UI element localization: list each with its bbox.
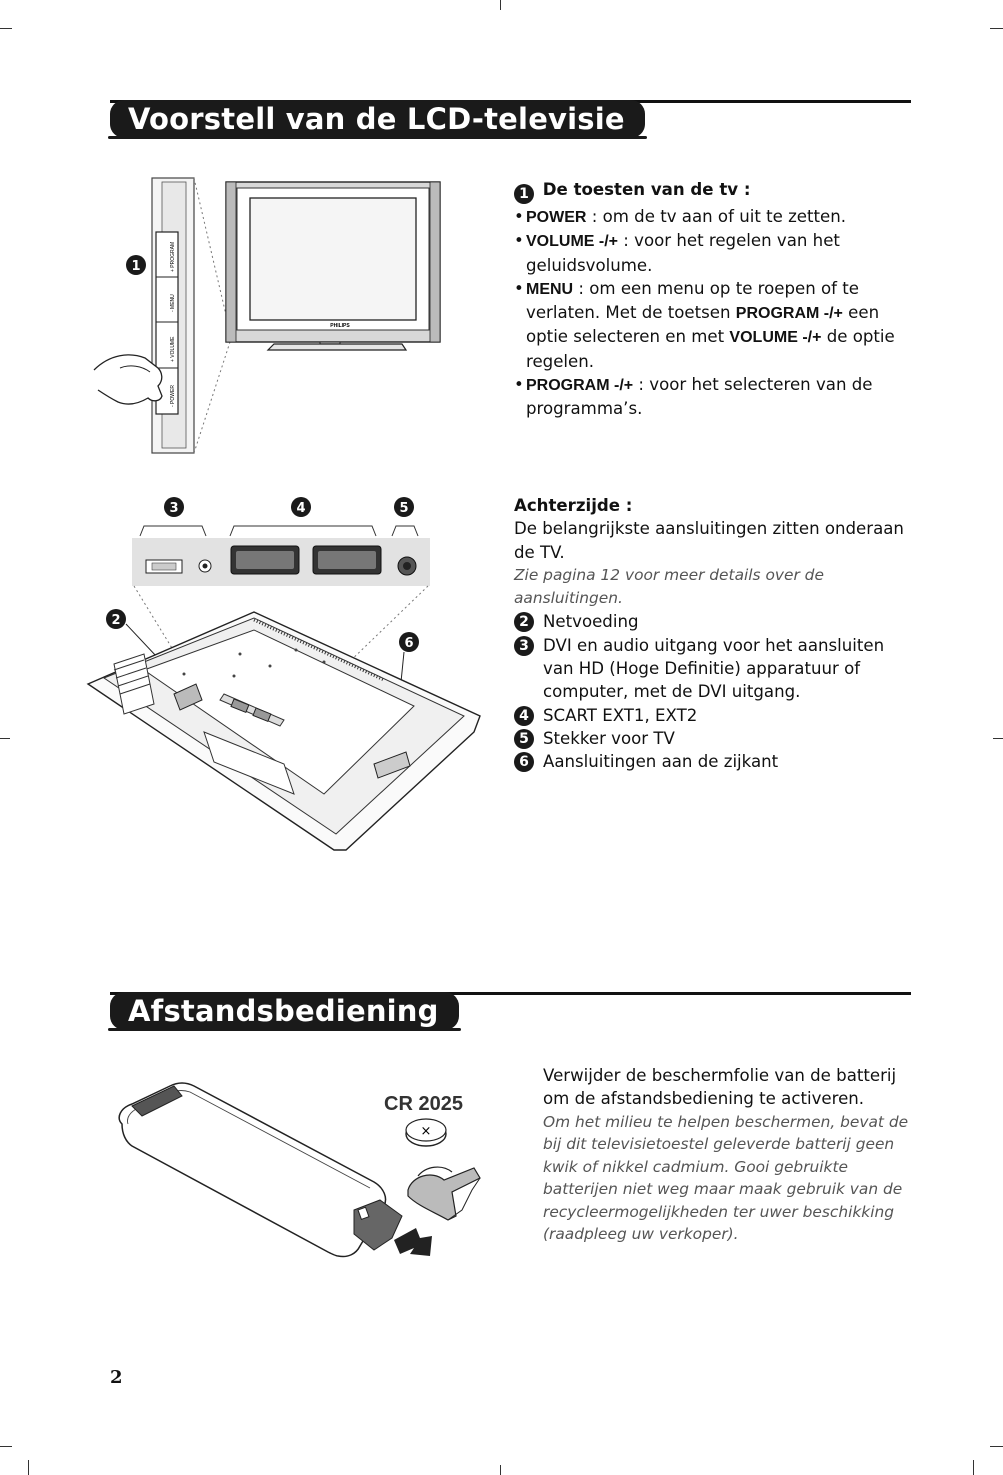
svg-text:2: 2 [111,613,121,628]
back-side-intro: De belangrijkste aansluitingen zitten onderaan de TV. [514,519,904,562]
panel-label-menu: - MENU [170,294,176,312]
crop-mark [990,1446,1003,1447]
section-title: Afstandsbediening [110,992,459,1030]
section-header-lcd [110,100,911,140]
list-item: 6 Aansluitingen aan de zijkant [514,750,914,773]
tv-buttons-heading: De toesten van de tv : [542,180,751,199]
list-item: 2 Netvoeding [514,610,914,633]
remote-battery-illustration [112,1072,492,1267]
crop-mark [973,1460,974,1475]
crop-mark [0,1446,12,1447]
battery-symbol: × [420,1124,432,1139]
back-side-note: Zie pagina 12 voor meer details over de aansluitingen. [514,565,824,608]
svg-text:3: 3 [169,501,179,516]
svg-text:4: 4 [296,501,306,516]
list-item: • PROGRAM -/+ : voor het selecteren van de programma’s. [514,373,914,421]
crop-mark [500,1465,501,1475]
crop-mark [500,0,501,10]
section-title: Voorstell van de LCD-televisie [110,100,645,138]
battery-label: CR 2025 [384,1093,463,1115]
callout-5 [394,497,414,517]
crop-mark [0,738,10,739]
svg-text:5: 5 [399,501,409,516]
remote-text: Verwijder de beschermfolie van de batterij om de afstandsbediening te activeren. [543,1066,897,1109]
list-item: 5 Stekker voor TV [514,727,914,750]
crop-mark [993,738,1003,739]
panel-label-volume: + VOLUME [170,336,176,362]
crop-mark [990,28,1003,29]
brand-logo: PHILIPS [330,323,350,329]
list-item: • MENU : om een menu op te roepen of te verlaten. Met de toetsen PROGRAM -/+ een optie selecteren en met VOLUME -/+ de optie regelen. [514,277,914,373]
callout-2 [106,609,126,629]
list-item: • POWER : om de tv aan of uit te zetten. [514,205,914,229]
callout-number: 1 [514,184,534,204]
panel-label-program: + PROGRAM [170,241,176,272]
section-header-remote [110,992,911,1032]
callout-number: 1 [131,259,141,274]
page-number: 2 [110,1367,123,1388]
remote-note: Om het milieu te helpen beschermen, bevat de bij dit televisietoestel geleverde batterij geen kwik of nikkel cadmium. Gooi gebruikte batterijen niet weg maar maak gebruik van de recycleermogelijkheden ter uwer beschikking (raadpleeg uw verkoper). [543,1112,909,1244]
remote-description [543,1064,913,1246]
svg-text:6: 6 [404,636,414,651]
tv-buttons-description [514,178,914,421]
tv-rear-illustration [84,494,494,854]
callout-6 [399,632,419,652]
crop-mark [28,1460,29,1475]
callout-3 [164,497,184,517]
crop-mark [0,28,12,29]
panel-label-power: - POWER [170,385,176,407]
list-item: 3 DVI en audio uitgang voor het aansluiten van HD (Hoge Definitie) apparatuur of computer, met de DVI uitgang. [514,634,903,704]
callout-4 [291,497,311,517]
list-item: • VOLUME -/+ : voor het regelen van het geluidsvolume. [514,229,914,277]
back-side-heading: Achterzijde : [514,496,633,515]
back-side-description [514,494,914,774]
list-item: 4 SCART EXT1, EXT2 [514,704,914,727]
tv-front-illustration [90,172,450,462]
